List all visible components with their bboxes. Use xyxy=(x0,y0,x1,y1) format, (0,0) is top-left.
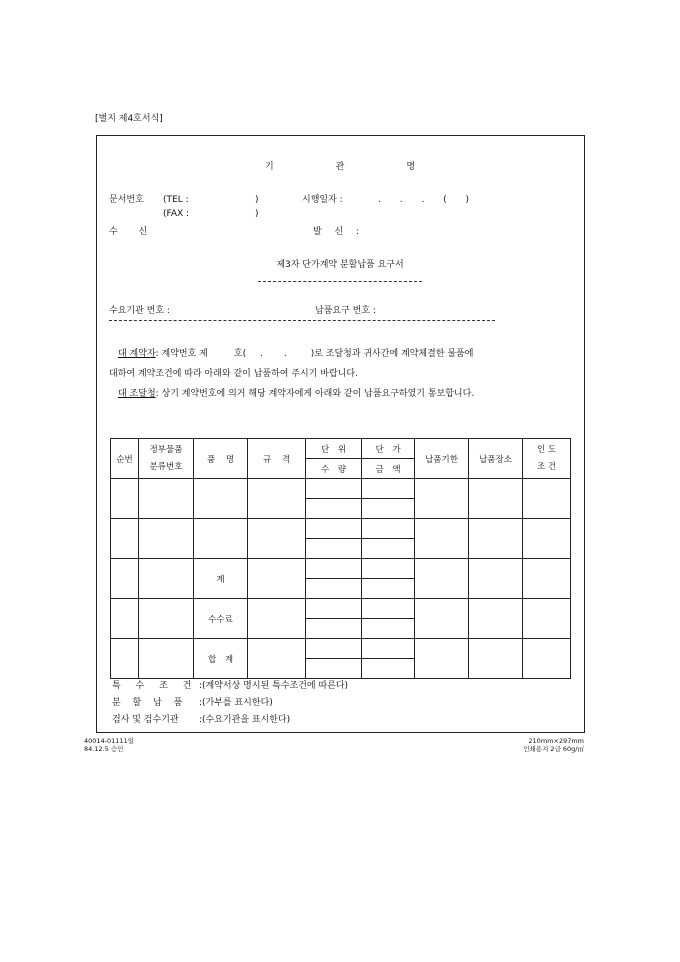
cell-terms[interactable] xyxy=(523,639,571,679)
procurement-line xyxy=(118,390,474,399)
special-conditions-label: 특 수 조 건 xyxy=(112,681,192,691)
contractor-text-a: : 계약번호 제 xyxy=(155,349,208,359)
cell-qty[interactable] xyxy=(306,539,362,559)
footer-code: 40014-01111일 xyxy=(84,737,134,745)
fax-close: ) xyxy=(255,209,259,219)
doc-number-label: 문서번호 xyxy=(109,195,144,205)
header-terms xyxy=(523,439,571,479)
cell-name[interactable] xyxy=(194,519,248,559)
table-row xyxy=(111,519,571,539)
table-row-fee xyxy=(111,599,571,619)
contractor-text-b: 호( xyxy=(233,349,247,359)
recipient-label: 수 신 xyxy=(109,227,148,237)
table-row-total xyxy=(111,639,571,659)
demand-agency-number: 수요기관 번호 : xyxy=(109,306,170,316)
table-row xyxy=(111,479,571,499)
cell-class xyxy=(139,639,194,679)
agency-name-heading xyxy=(0,163,680,172)
cell-place[interactable] xyxy=(469,599,523,639)
document-title: 제3자 단가계약 분할납품 요구서 xyxy=(276,260,404,270)
cell-place[interactable] xyxy=(469,479,523,519)
cell-amount[interactable] xyxy=(362,499,415,519)
cell-qty[interactable] xyxy=(306,499,362,519)
tel-label: (TEL : xyxy=(163,195,189,205)
cell-place[interactable] xyxy=(469,519,523,559)
header-spec: 규 격 xyxy=(248,439,306,479)
procurement-text: : 상기 계약번호에 의거 해당 계약자에게 아래와 같이 납품요구하였기 통보합니다. xyxy=(155,389,475,399)
header-item-name: 품 명 xyxy=(194,439,248,479)
cell-unit[interactable] xyxy=(306,479,362,499)
cell-unit[interactable] xyxy=(306,639,362,659)
contractor-line-1 xyxy=(118,350,473,359)
cell-class xyxy=(139,599,194,639)
cell-no[interactable] xyxy=(111,479,139,519)
cell-terms[interactable] xyxy=(523,559,571,599)
title-underline xyxy=(258,281,422,282)
cell-no[interactable] xyxy=(111,519,139,559)
contractor-text-c: . . xyxy=(260,349,287,359)
header-terms-2: 조 건 xyxy=(536,461,557,472)
header-amount: 금 액 xyxy=(362,459,415,479)
cell-no xyxy=(111,559,139,599)
table-row-subtotal xyxy=(111,559,571,579)
form-caption: [별지 제4호서식] xyxy=(95,114,163,124)
header-no: 순번 xyxy=(111,439,139,479)
contractor-text-d: )로 조달청과 귀사간에 계약체결한 물품에 xyxy=(310,349,474,359)
cell-no xyxy=(111,639,139,679)
cell-deadline[interactable] xyxy=(415,639,469,679)
cell-deadline[interactable] xyxy=(415,559,469,599)
header-deadline: 납품기한 xyxy=(415,439,469,479)
agency-char-2: 관 xyxy=(335,162,345,172)
subtotal-label: 계 xyxy=(194,559,248,599)
cell-class[interactable] xyxy=(139,519,194,559)
cell-deadline[interactable] xyxy=(415,519,469,559)
cell-no xyxy=(111,599,139,639)
cell-unit[interactable] xyxy=(306,559,362,579)
cell-class[interactable] xyxy=(139,479,194,519)
cell-spec[interactable] xyxy=(248,639,306,679)
agency-char-3: 명 xyxy=(406,162,416,172)
cell-price[interactable] xyxy=(362,599,415,619)
footer-size: 210mm×297mm xyxy=(528,737,584,745)
sender-label: 발 신 : xyxy=(313,227,360,237)
cell-amount[interactable] xyxy=(362,659,415,679)
cell-terms[interactable] xyxy=(523,519,571,559)
numbers-underline xyxy=(109,320,495,321)
header-terms-1: 인 도 xyxy=(536,445,557,456)
header-place: 납품장소 xyxy=(469,439,523,479)
cell-price[interactable] xyxy=(362,479,415,499)
cell-amount[interactable] xyxy=(362,619,415,639)
cell-amount[interactable] xyxy=(362,539,415,559)
exec-date-label: 시행일자 : xyxy=(302,195,343,205)
cell-spec[interactable] xyxy=(248,479,306,519)
cell-price[interactable] xyxy=(362,639,415,659)
agency-char-1: 기 xyxy=(264,162,274,172)
header-quantity: 수 량 xyxy=(306,459,362,479)
exec-date-value: . . . ( ) xyxy=(378,195,470,205)
special-conditions-text: :(계약서상 명시된 특수조건에 따른다) xyxy=(199,681,349,691)
footer-paper: 인쇄용지 2급 60g/㎡ xyxy=(523,745,584,754)
fax-label: (FAX : xyxy=(163,209,190,219)
cell-qty[interactable] xyxy=(306,619,362,639)
cell-price[interactable] xyxy=(362,559,415,579)
cell-place[interactable] xyxy=(469,559,523,599)
cell-place[interactable] xyxy=(469,639,523,679)
delivery-request-number: 납품요구 번호 : xyxy=(315,306,376,316)
cell-name[interactable] xyxy=(194,479,248,519)
contractor-label: 대 계약자 xyxy=(118,349,156,359)
inspection-agency-text: :(수요기관을 표시한다) xyxy=(199,715,291,725)
footer-left xyxy=(84,737,134,753)
header-class-2: 분류번호 xyxy=(149,461,183,472)
footer-right xyxy=(523,737,584,753)
cell-amount[interactable] xyxy=(362,579,415,599)
cell-unit[interactable] xyxy=(306,519,362,539)
cell-spec[interactable] xyxy=(248,559,306,599)
tel-close: ) xyxy=(255,195,259,205)
footer-approved: 84.12.5 승인 xyxy=(84,745,124,754)
cell-spec[interactable] xyxy=(248,519,306,559)
items-table xyxy=(110,438,571,679)
contractor-line-2: 대하여 계약조건에 따라 아래와 같이 납품하여 주시기 바랍니다. xyxy=(109,369,358,379)
cell-deadline[interactable] xyxy=(415,599,469,639)
header-unit: 단 위 xyxy=(306,439,362,459)
fee-label: 수수료 xyxy=(194,599,248,639)
total-label: 합 계 xyxy=(194,639,248,679)
cell-price[interactable] xyxy=(362,519,415,539)
cell-deadline[interactable] xyxy=(415,479,469,519)
cell-qty[interactable] xyxy=(306,659,362,679)
split-delivery-label: 분 할 납 품 xyxy=(112,698,183,708)
cell-qty[interactable] xyxy=(306,579,362,599)
cell-spec[interactable] xyxy=(248,599,306,639)
header-class-no xyxy=(139,439,194,479)
header-class-1: 정부물품 xyxy=(149,445,183,456)
cell-unit[interactable] xyxy=(306,599,362,619)
cell-class xyxy=(139,559,194,599)
procurement-label: 대 조달청 xyxy=(118,389,156,399)
cell-terms[interactable] xyxy=(523,479,571,519)
header-unit-price: 단 가 xyxy=(362,439,415,459)
cell-terms[interactable] xyxy=(523,599,571,639)
inspection-agency-label: 검사 및 검수기관 xyxy=(112,715,179,725)
split-delivery-text: :(가부를 표시한다) xyxy=(199,698,273,708)
